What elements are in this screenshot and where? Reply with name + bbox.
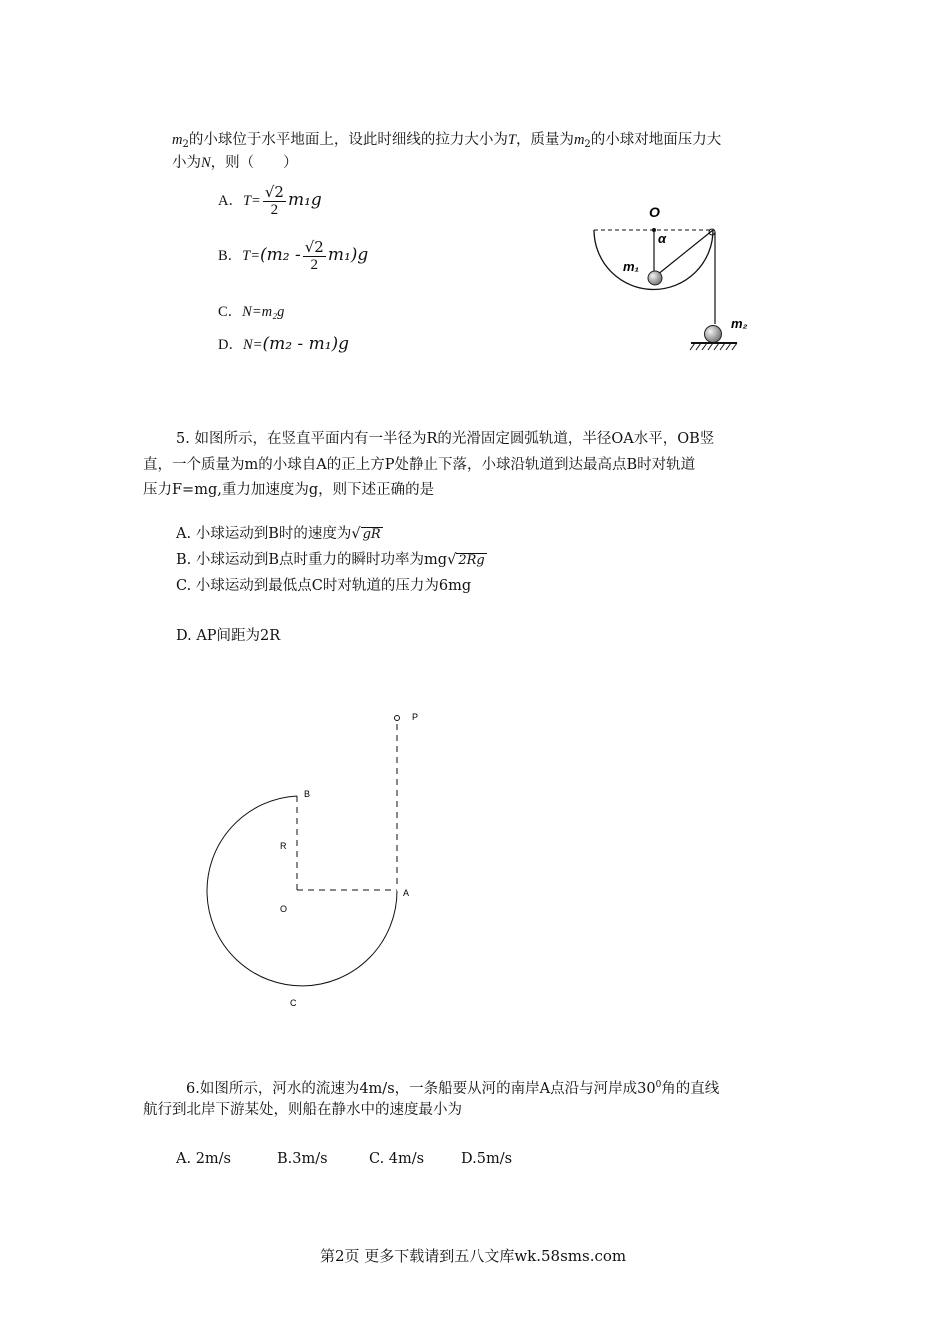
q4-option-a-lhs: T= bbox=[242, 193, 261, 209]
q5-option-d: D. AP间距为2R bbox=[176, 628, 281, 644]
q4-figure bbox=[585, 200, 755, 360]
q6-stem-line-2: 航行到北岸下游某处，则船在静水中的速度最小为 bbox=[143, 1102, 462, 1118]
q5-option-b-radicand: 2Rg bbox=[458, 553, 485, 568]
q4-option-b-tail: m₁)g bbox=[327, 245, 369, 265]
q6-option-c: C. 4m/s bbox=[369, 1151, 425, 1167]
q5-option-a-radicand: gR bbox=[362, 527, 381, 542]
q4-option-b-denominator: 2 bbox=[310, 257, 319, 274]
q4-option-b-lhs: T= bbox=[242, 248, 261, 264]
q4-option-c bbox=[218, 302, 284, 322]
q4-option-a-tail: m₁g bbox=[287, 190, 322, 210]
q4-line2-text-2: ，则（ ） bbox=[210, 155, 298, 171]
q4-option-b-label: B． bbox=[218, 248, 243, 264]
q6-option-a: A. 2m/s bbox=[176, 1151, 231, 1167]
q4-stem-line-2 bbox=[172, 153, 298, 173]
q6-line1-text: 6.如图所示，河水的流速为4m/s，一条船要从河的南岸A点沿与河岸成30 bbox=[186, 1081, 656, 1097]
q4-option-b bbox=[218, 238, 368, 274]
q4-m2-symbol: m bbox=[172, 132, 183, 148]
q4-option-a bbox=[218, 183, 322, 219]
q5-label-O: O bbox=[280, 904, 288, 914]
q4-m2-subscript-2: 2 bbox=[584, 139, 591, 150]
q5-label-R: R bbox=[280, 841, 287, 851]
q4-option-d bbox=[218, 330, 349, 359]
q5-label-C: C bbox=[290, 998, 297, 1008]
q5-track-arc bbox=[207, 796, 397, 986]
q4-ball-m2 bbox=[705, 326, 722, 343]
q4-m2-subscript: 2 bbox=[182, 139, 189, 150]
q5-stem-line-2: 直，一个质量为m的小球自A的正上方P处静止下落，小球沿轨道到达最高点B时对轨道 bbox=[143, 457, 696, 473]
q6-option-b: B.3m/s bbox=[277, 1151, 328, 1167]
page-footer: 第2页 更多下载请到五八文库wk.58sms.com bbox=[320, 1247, 627, 1265]
q4-m2-symbol-2: m bbox=[573, 132, 585, 148]
q4-option-d-expr: (m₂ - m₁)g bbox=[262, 334, 350, 354]
q6-option-d: D.5m/s bbox=[461, 1151, 513, 1167]
q5-option-a bbox=[176, 524, 383, 544]
q4-ground-hatch bbox=[690, 343, 737, 350]
q4-option-b-pre: (m₂ - bbox=[260, 245, 301, 265]
q6-stem-line-1 bbox=[186, 1075, 719, 1099]
q5-label-A: A bbox=[403, 888, 410, 898]
q5-option-a-text: A. 小球运动到B时的速度为 bbox=[176, 526, 352, 542]
q4-label-O: O bbox=[649, 204, 660, 220]
q5-option-b bbox=[176, 550, 487, 570]
q4-option-a-label: A． bbox=[218, 193, 243, 209]
q4-line1-text: 的小球位于水平地面上，设此时细线的拉力大小为 bbox=[188, 132, 508, 148]
q4-line1-text-3: 的小球对地面压力大 bbox=[590, 132, 722, 148]
q4-ball-m1 bbox=[648, 271, 662, 285]
q4-label-alpha: α bbox=[658, 231, 667, 246]
q6-degree-superscript: 0 bbox=[655, 1080, 662, 1090]
q4-label-m2: m₂ bbox=[731, 316, 748, 331]
q4-T-symbol: T bbox=[507, 132, 516, 148]
q4-option-b-fraction bbox=[303, 239, 326, 274]
q4-line2-text: 小为 bbox=[172, 155, 201, 171]
q5-label-B: B bbox=[304, 789, 311, 799]
q5-option-b-root-sign: √ bbox=[447, 552, 457, 568]
q4-option-c-text: N=m₂g bbox=[242, 304, 285, 320]
q4-option-a-denominator: 2 bbox=[270, 202, 279, 219]
q4-N-symbol: N bbox=[201, 155, 211, 171]
q4-option-c-label: C． bbox=[218, 304, 243, 320]
q4-option-b-numerator: √2 bbox=[304, 238, 324, 257]
q5-option-b-text: B. 小球运动到B点时重力的瞬时功率为mg bbox=[176, 552, 448, 568]
q4-label-m1: m₁ bbox=[623, 259, 640, 274]
q5-option-a-root-sign: √ bbox=[351, 526, 361, 542]
q5-stem-line-3: 压力F=mg,重力加速度为g，则下述正确的是 bbox=[143, 482, 435, 498]
q5-label-P: P bbox=[412, 712, 419, 722]
q4-option-d-lhs: N= bbox=[242, 337, 263, 353]
q5-figure bbox=[190, 700, 430, 1020]
q5-stem-line-1: 5. 如图所示，在竖直平面内有一半径为R的光滑固定圆弧轨道，半径OA水平，OB竖 bbox=[176, 431, 715, 447]
q4-option-a-fraction bbox=[263, 184, 286, 219]
q6-line1-text-2: 角的直线 bbox=[661, 1081, 720, 1097]
q5-point-P bbox=[395, 716, 400, 721]
q4-line1-text-2: ，质量为 bbox=[515, 132, 574, 148]
q5-option-c: C. 小球运动到最低点C时对轨道的压力为6mg bbox=[176, 578, 472, 594]
q4-option-d-label: D． bbox=[218, 337, 243, 353]
q4-stem-line-1 bbox=[172, 130, 721, 155]
q4-option-a-numerator: √2 bbox=[264, 183, 284, 202]
